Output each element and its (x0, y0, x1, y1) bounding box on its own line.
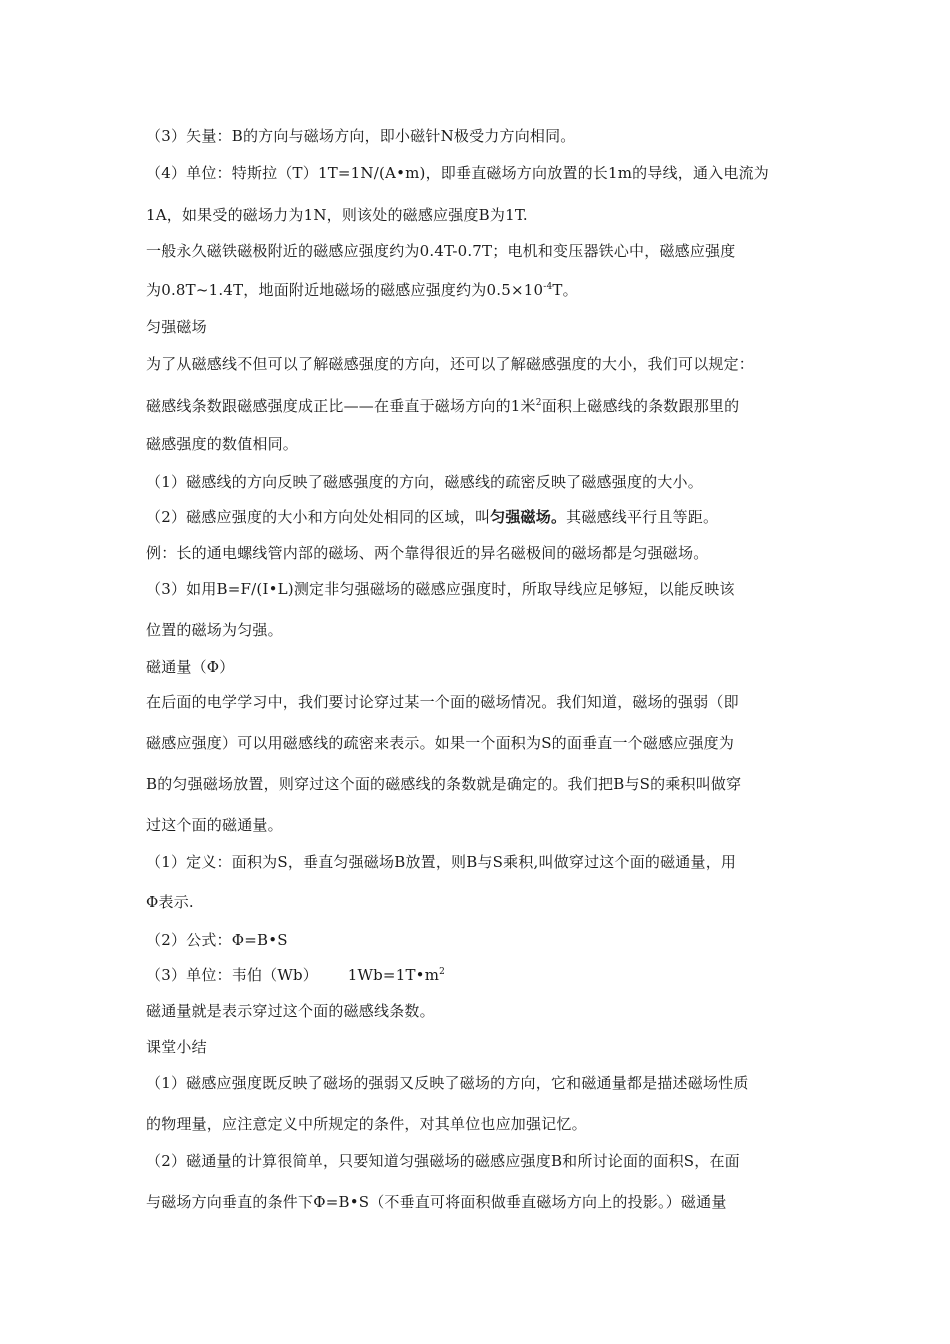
text-line: （2）公式：Φ=B•S (146, 931, 288, 949)
text-line: 与磁场方向垂直的条件下Φ=B•S（不垂直可将面积做垂直磁场方向上的投影。）磁通量 (146, 1193, 727, 1211)
text-line: （1）磁感线的方向反映了磁感强度的方向，磁感线的疏密反映了磁感强度的大小。 (146, 473, 703, 491)
text-line: 一般永久磁铁磁极附近的磁感应强度约为0.4T-0.7T；电机和变压器铁心中，磁感应强度 (146, 242, 736, 260)
text-line: （2）磁通量的计算很简单，只要知道匀强磁场的磁感应强度B和所讨论面的面积S，在面 (146, 1152, 740, 1170)
text-line: 位置的磁场为匀强。 (146, 621, 283, 639)
text-run: 面积上磁感线的条数跟那里的 (541, 397, 740, 415)
text-line (146, 280, 578, 300)
superscript: 2 (535, 398, 542, 408)
text-line: （1）定义：面积为S，垂直匀强磁场B放置，则B与S乘积,叫做穿过这个面的磁通量，用 (146, 853, 737, 871)
text-line (146, 507, 718, 527)
text-line: 磁通量就是表示穿过这个面的磁感线条数。 (146, 1002, 435, 1020)
text-line: （4）单位：特斯拉（T）1T=1N/(A•m)，即垂直磁场方向放置的长1m的导线，通入电流为 (146, 164, 769, 182)
text-line: 1A，如果受的磁场力为1N，则该处的磁感应强度B为1T. (146, 206, 528, 224)
text-line (146, 396, 820, 416)
text-line: （3）如用B=F/(I•L)测定非匀强磁场的磁感应强度时，所取导线应足够短，以能反映该 (146, 580, 735, 598)
text-run: T。 (552, 281, 578, 299)
section-heading: 课堂小结 (146, 1038, 207, 1056)
text-run: （2）磁感应强度的大小和方向处处相同的区域，叫 (146, 508, 491, 526)
text-line: （3）矢量：B的方向与磁场方向，即小磁针N极受力方向相同。 (146, 127, 576, 145)
text-line: 在后面的电学学习中，我们要讨论穿过某一个面的磁场情况。我们知道，磁场的强弱（即 (146, 693, 739, 711)
text-line: 为了从磁感线不但可以了解磁感强度的方向，还可以了解磁感强度的大小，我们可以规定： (146, 355, 755, 373)
superscript: -4 (543, 282, 553, 292)
text-line: 过这个面的磁通量。 (146, 816, 283, 834)
text-run: 为0.8T~1.4T，地面附近地磁场的磁感应强度约为0.5×10 (146, 281, 544, 299)
section-heading: 磁通量（Φ） (146, 658, 235, 676)
text-line: 磁感应强度）可以用磁感线的疏密来表示。如果一个面积为S的面垂直一个磁感应强度为 (146, 734, 735, 752)
section-heading: 匀强磁场 (146, 318, 207, 336)
text-line: Φ表示. (146, 893, 194, 911)
text-line: B的匀强磁场放置，则穿过这个面的磁感线的条数就是确定的。我们把B与S的乘积叫做穿 (146, 775, 742, 793)
text-run: 其磁感线平行且等距。 (566, 508, 719, 526)
text-line: （1）磁感应强度既反映了磁场的强弱又反映了磁场的方向，它和磁通量都是描述磁场性质 (146, 1074, 749, 1092)
text-line (146, 965, 445, 985)
text-run: 磁感线条数跟磁感强度成正比——在垂直于磁场方向的1米 (146, 397, 536, 415)
text-line: 的物理量，应注意定义中所规定的条件，对其单位也应加强记忆。 (146, 1115, 587, 1133)
bold-term: 匀强磁场。 (490, 508, 567, 526)
text-line: 例：长的通电螺线管内部的磁场、两个靠得很近的异名磁极间的磁场都是匀强磁场。 (146, 544, 709, 562)
text-run: （3）单位：韦伯（Wb） 1Wb=1T•m (146, 966, 440, 984)
superscript: 2 (439, 967, 446, 977)
text-line: 磁感强度的数值相同。 (146, 435, 299, 453)
